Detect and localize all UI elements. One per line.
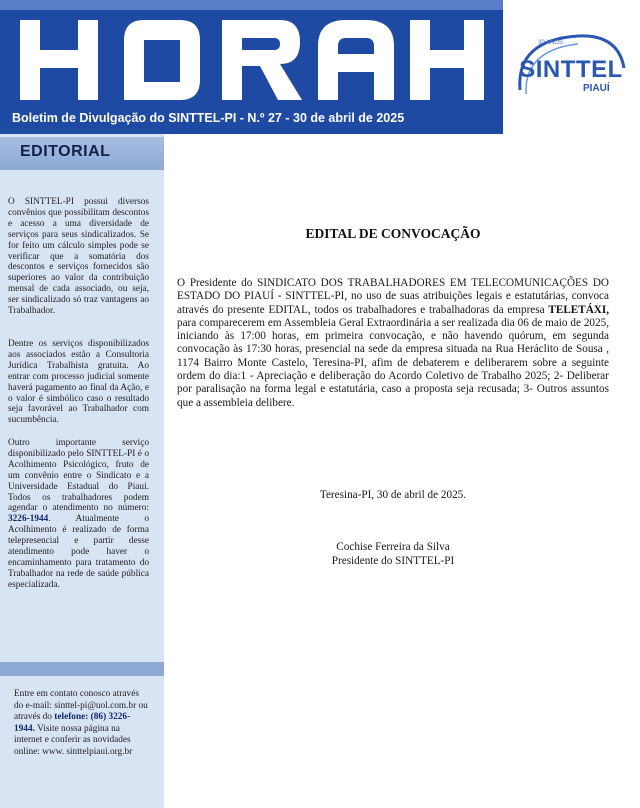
logo-anniversary: 30 ANOS (538, 40, 564, 46)
contact-phone: telefone: (86) 3226-1944. (14, 712, 131, 734)
signer-role: Presidente do SINTTEL-PI (331, 555, 455, 567)
signer-name: Cochise Ferreira da Silva (336, 541, 450, 553)
header (0, 0, 640, 134)
masthead-logo (12, 6, 492, 110)
editorial-title: EDITORIAL (20, 143, 111, 160)
company-name: TELETÁXI, (548, 303, 610, 316)
document-body: O Presidente do SINDICATO DOS TRABALHADORES EM TELECOMUNICAÇÕES DO ESTADO DO PIAUÍ - SINTTEL-PI, no uso de suas atribuições legais e estatutárias, convoca através do presente EDITAL, todos os trabalhadores e trabalhadoras da empresa TELETÁXI, para comparecerem em Assembleia Geral Extraordinária a ser realizada dia 06 de maio de 2025, iniciando às 17:00 horas, em primeira convocação, e não havendo quórum, em segunda convocação às 17:30 horas, presencial na sede da empresa situada na Rua Heráclito de Sousa , 1174 Bairro Monte Castelo, Teresina-PI, afim de debaterem e deliberarem sobre a seguinte ordem do dia:1 - Apreciação e deliberação do Acordo Coletivo de Trabalho 2025; 2- Deliberar por paralisação na forma legal e estatutária, caso a proposta seja recusada; 3- Outros assuntos que a assembleia delibere. (177, 277, 610, 409)
editorial-paragraph-2: Dentre os serviços disponibilizados aos associados estão a Consultoria Jurídica Trabalhista gratuita. Ao entrar com processo judicial somente haverá pagamento ao final da Ação, e o valor é simbólico caso o resultado seja favorável ao Trabalhador com sucumbência. (8, 339, 149, 426)
editorial-paragraph-3: Outro importante serviço disponibilizado pelo SINTTEL-PI é o Acolhimento Psicológico, fruto de um convênio entre o Sindicato e a Universidade Estadual do Piauí. Todos os trabalhadores podem agendar o atendimento no número: 3226-1944. Atualmente o Acolhimento é realizado de forma telepresencial e partir desse atendimento pode haver o encaminhamento para tratamento do Trabalhador na rede de saúde pública especializada. (8, 438, 149, 590)
editorial-paragraph-1: O SINTTEL-PI possui diversos convênios que possibilitam descontos e acesso a uma diversidade de serviços para seus sindicalizados. Se for feito um cálculo simples pode se verificar que a somatória dos descontos e serviços fornecidos são superiores ao valor da contribuição mensal de cada associado, ou seja, ser sindicalizado só traz vantagens ao Trabalhador. (8, 197, 149, 317)
phone-number: 3226-1944 (8, 514, 49, 525)
bulletin-subtitle: Boletim de Divulgação do SINTTEL-PI - N.º 27 - 30 de abril de 2025 (12, 111, 405, 125)
logo-name: SINTTEL (519, 56, 623, 83)
contact-block: Entre em contato conosco através do e-mail: sinttel-pi@uol.com.br ou através do telefone: (86) 3226-1944. Visite nossa página na internet e conferir as novidades online: www. sinttelpiaui.org.br (14, 689, 148, 757)
logo-state: PIAUÍ (583, 83, 610, 94)
document-date: Teresina-PI, 30 de abril de 2025. (319, 489, 467, 501)
contact-website: www. sinttelpiaui.org.br (42, 746, 133, 757)
sidebar-divider (0, 662, 164, 676)
document-title: EDITAL DE CONVOCAÇÃO (305, 226, 481, 241)
